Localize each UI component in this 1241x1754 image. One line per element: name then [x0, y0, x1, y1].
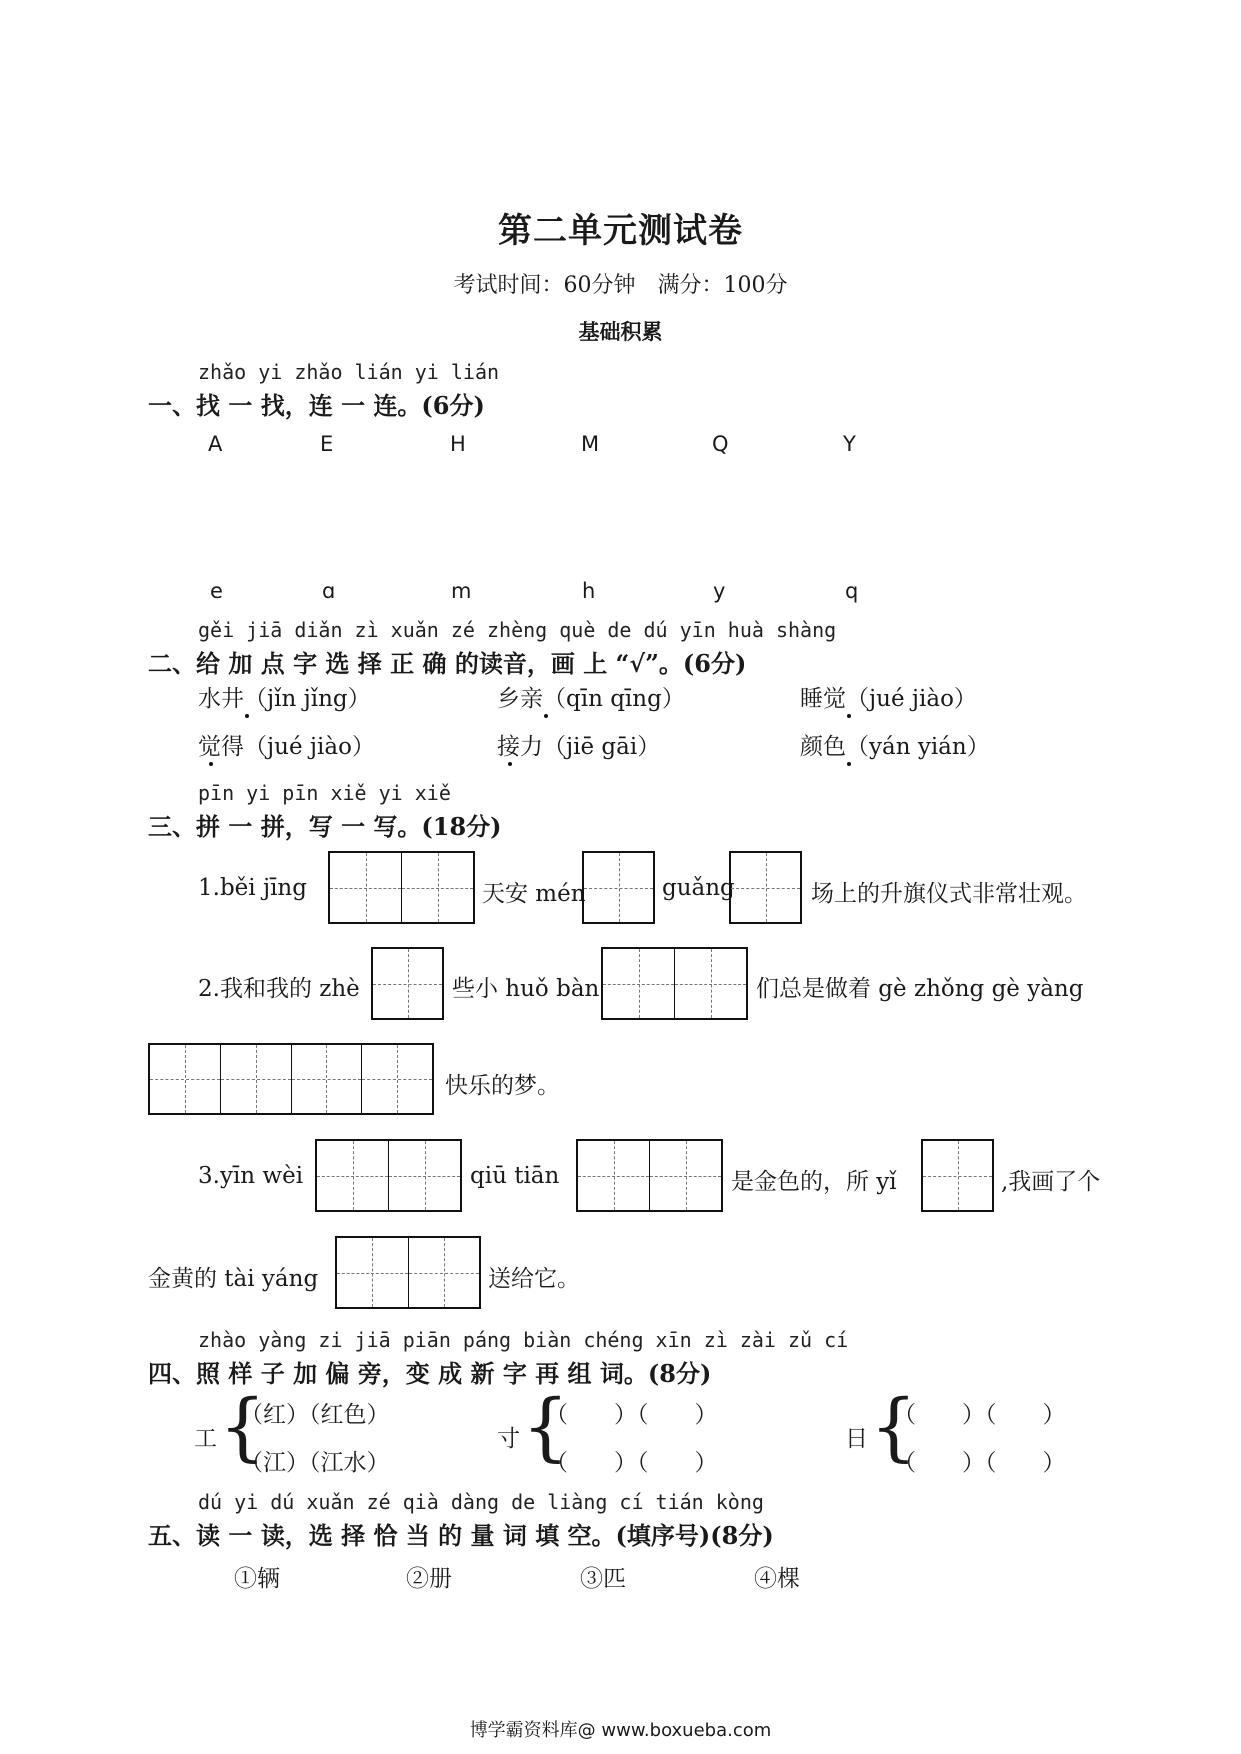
q2-options[interactable]: （jué jiào）: [244, 734, 375, 760]
q2-word: 水井: [198, 686, 244, 712]
q5-option: ③匹: [580, 1566, 626, 1592]
q4-pinyin: zhào yàng zi jiā piān páng biàn chéng xīn zì zài zǔ cí: [198, 1328, 849, 1352]
q1-upper-letter[interactable]: M: [581, 432, 600, 456]
q1-lower-letter[interactable]: m: [451, 579, 472, 603]
q2-word: 觉得: [198, 734, 244, 760]
q2-options[interactable]: （jiē gāi）: [543, 734, 661, 760]
q4-base-char: 日: [845, 1426, 868, 1452]
q1-upper-letter[interactable]: E: [320, 432, 334, 456]
q4-heading: 四、照 样 子 加 偏 旁，变 成 新 字 再 组 词。(8分): [148, 1359, 712, 1388]
q2-item: [800, 680, 977, 713]
q1-upper-letter[interactable]: Y: [843, 432, 856, 456]
q1-upper-letter[interactable]: H: [450, 432, 466, 456]
q2-options[interactable]: （yán yián）: [846, 734, 990, 760]
tianzi-grid[interactable]: [315, 1139, 462, 1212]
exam-info: 考试时间：60分钟 满分：100分: [453, 273, 788, 298]
page-title: 第二单元测试卷: [498, 211, 743, 251]
emphasis-dot: [847, 714, 851, 718]
q2-options[interactable]: （qīn qīng）: [543, 686, 685, 712]
q4-line: （红）（红色）: [240, 1402, 390, 1428]
q1-lower-letter[interactable]: ɑ: [322, 579, 336, 603]
q2-word: 接力: [497, 734, 543, 760]
q1-upper-letter[interactable]: A: [208, 432, 223, 456]
q4-line[interactable]: （ ）（ ）: [893, 1450, 1066, 1476]
q1-lower-letter[interactable]: h: [582, 579, 596, 603]
q3-s3-text: ,我画了个: [1001, 1169, 1101, 1195]
q2-options[interactable]: （jué jiào）: [846, 686, 977, 712]
emphasis-dot: [508, 762, 512, 766]
q3-s2-text: 快乐的梦。: [445, 1073, 560, 1099]
q5-option: ④棵: [754, 1566, 800, 1592]
q3-s3-text: 金黄的 tài yáng: [148, 1266, 319, 1292]
q3-s3-text: 3.yīn wèi: [198, 1163, 304, 1189]
left-brace: {: [522, 1384, 570, 1470]
emphasis-dot: [544, 714, 548, 718]
q1-lower-letter[interactable]: q: [845, 579, 859, 603]
q4-base-char: 寸: [497, 1426, 520, 1452]
q1-lower-letter[interactable]: e: [210, 579, 223, 603]
q3-s2-text: 2.我和我的 zhè: [198, 976, 360, 1002]
q2-heading: 二、给 加 点 字 选 择 正 确 的读音，画 上 “√”。(6分): [148, 649, 747, 678]
q1-heading: 一、找 一 找，连 一 连。(6分): [148, 391, 485, 420]
q3-s2-text: 些小 huǒ bàn: [452, 976, 600, 1002]
tianzi-grid[interactable]: [328, 851, 475, 924]
q2-item: [497, 680, 685, 713]
q2-item: [800, 728, 990, 761]
q2-item: [497, 728, 660, 761]
q2-pinyin: gěi jiā diǎn zì xuǎn zé zhèng què de dú yīn huà shàng: [198, 618, 837, 642]
q2-word: 睡觉: [800, 686, 846, 712]
left-brace: {: [219, 1384, 267, 1470]
q5-pinyin: dú yi dú xuǎn zé qià dàng de liàng cí tián kòng: [198, 1490, 764, 1514]
tianzi-grid[interactable]: [371, 947, 444, 1020]
q3-heading: 三、拼 一 拼，写 一 写。(18分): [148, 812, 502, 841]
left-brace: {: [870, 1384, 918, 1470]
q4-base-char: 工: [194, 1426, 217, 1452]
q5-heading: 五、读 一 读，选 择 恰 当 的 量 词 填 空。(填序号)(8分): [148, 1521, 774, 1550]
q1-upper-letter[interactable]: Q: [712, 432, 729, 456]
emphasis-dot: [245, 714, 249, 718]
q3-s3-text: 是金色的，所 yǐ: [731, 1169, 897, 1195]
footer-watermark: 博学霸资料库@ www.boxueba.com: [469, 1720, 772, 1741]
q3-s1-text: 天安 mén: [482, 881, 586, 907]
q3-s1-text: guǎng: [662, 875, 735, 901]
q3-s1-text: 1.běi jīng: [198, 875, 307, 901]
q5-option: ①辆: [234, 1566, 280, 1592]
tianzi-grid[interactable]: [148, 1043, 434, 1115]
emphasis-dot: [209, 762, 213, 766]
q3-s1-text: 场上的升旗仪式非常壮观。: [811, 881, 1087, 907]
q3-pinyin: pīn yi pīn xiě yi xiě: [198, 781, 451, 805]
q2-options[interactable]: （jǐn jǐng）: [244, 686, 371, 712]
tianzi-grid[interactable]: [576, 1139, 723, 1212]
q2-item: [198, 680, 371, 713]
part-heading: 基础积累: [578, 319, 663, 344]
tianzi-grid[interactable]: [601, 947, 748, 1020]
q3-s3-text: qiū tiān: [470, 1163, 560, 1189]
emphasis-dot: [847, 762, 851, 766]
tianzi-grid[interactable]: [335, 1236, 481, 1309]
q4-line[interactable]: （ ）（ ）: [545, 1450, 718, 1476]
tianzi-grid[interactable]: [729, 851, 802, 924]
tianzi-grid[interactable]: [582, 851, 655, 924]
q1-pinyin: zhǎo yi zhǎo lián yi lián: [198, 360, 500, 384]
q3-s2-text: 们总是做着 gè zhǒng gè yàng: [756, 976, 1084, 1002]
tianzi-grid[interactable]: [921, 1139, 994, 1212]
q2-word: 颜色: [800, 734, 846, 760]
q4-line[interactable]: （ ）（ ）: [545, 1402, 718, 1428]
q1-lower-letter[interactable]: y: [713, 579, 726, 603]
q4-line[interactable]: （ ）（ ）: [893, 1402, 1066, 1428]
q2-item: [198, 728, 375, 761]
q5-option: ②册: [406, 1566, 452, 1592]
q2-word: 乡亲: [497, 686, 543, 712]
q4-line: （江）（江水）: [240, 1450, 390, 1476]
q3-s3-text: 送给它。: [488, 1266, 580, 1292]
